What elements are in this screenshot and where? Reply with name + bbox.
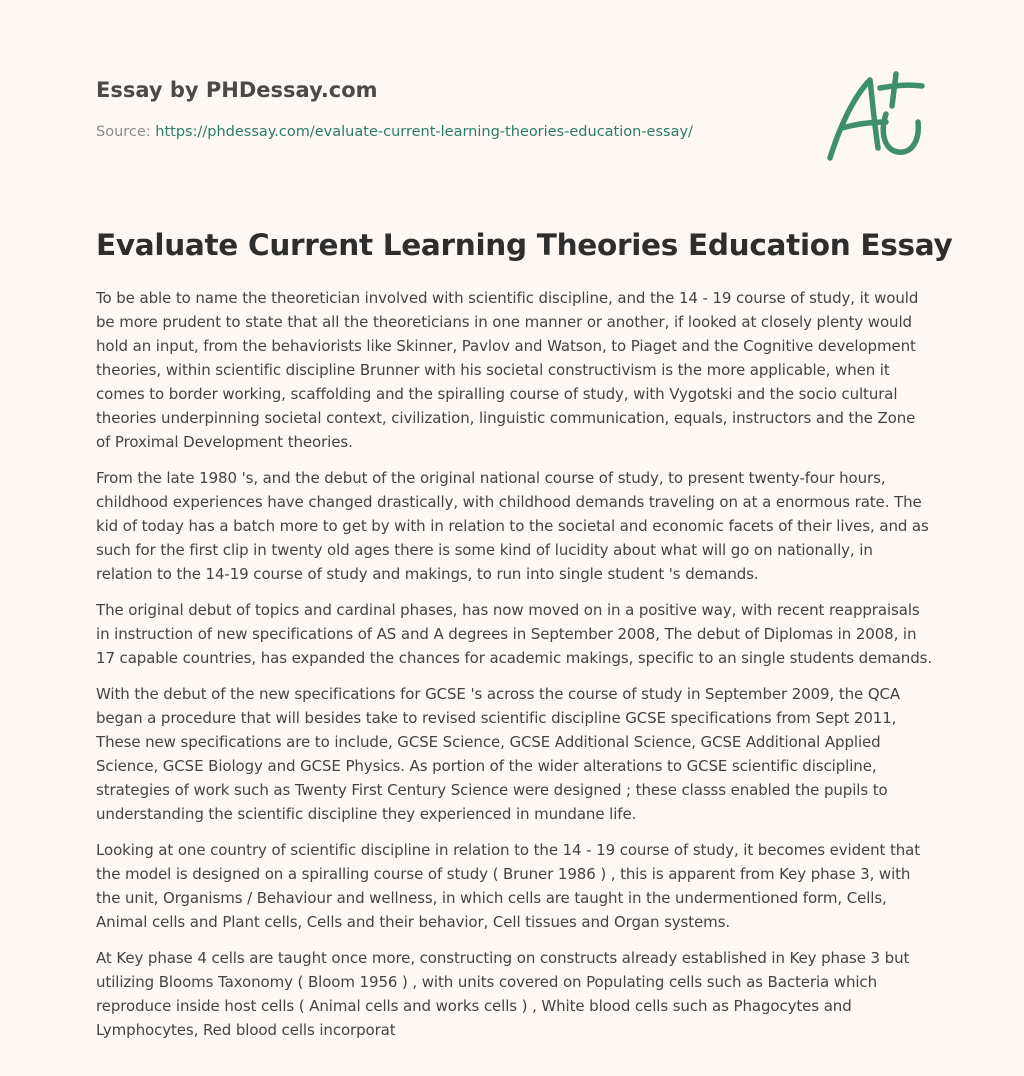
- source-link[interactable]: https://phdessay.com/evaluate-current-learning-theories-education-essay/: [155, 124, 693, 140]
- paragraph: With the debut of the new specifications for GCSE 's across the course of study in September 2009, the QCA began a procedure that will besides take to revised scientific discipline GCSE specifications from Sept 2011, These new specifications are to include, GCSE Science, GCSE Additional Science, GCSE Additional Applied Science, GCSE Biology and GCSE Physics. As portion of the wider alterations to GCSE scientific discipline, strategies of work such as Twenty First Century Science were designed ; these classs enabled the pupils to understanding the scientific discipline they experienced in mundane life.: [96, 685, 901, 823]
- paragraph: At Key phase 4 cells are taught once more, constructing on constructs already established in Key phase 3 but utilizing Blooms Taxonomy ( Bloom 1956 ) , with units covered on Populating cells such as Bacteria which reproduce inside host cells ( Animal cells and works cells ) , White blood cells such as Phagocytes and Lymphocytes, Red blood cells incorporat: [96, 949, 910, 1039]
- source-label: Source:: [96, 124, 151, 140]
- essay-body: [96, 286, 932, 1054]
- site-title: Essay by PHDessay.com: [96, 78, 378, 102]
- paragraph: To be able to name the theoretician involved with scientific discipline, and the 14 - 19 course of study, it would be more prudent to state that all the theoreticians in one manner or another, if looked at closely plenty would hold an input, from the behaviorists like Skinner, Pavlov and Watson, to Piaget and the Cognitive development theories, within scientific discipline Brunner with his societal constructivism is the more applicable, when it comes to border working, scaffolding and the spiralling course of study, with Vygotski and the socio cultural theories underpinning societal context, civilization, linguistic communication, equals, instructors and the Zone of Proximal Development theories.: [96, 289, 919, 451]
- a-plus-logo-icon: [820, 66, 932, 166]
- header: [96, 76, 796, 142]
- paragraph: The original debut of topics and cardinal phases, has now moved on in a positive way, with recent reappraisals in instruction of new specifications of AS and A degrees in September 2008, The debut of Diplomas in 2008, in 17 capable countries, has expanded the chances for academic makings, specific to an single students demands.: [96, 601, 933, 667]
- paragraph: From the late 1980 's, and the debut of the original national course of study, to present twenty-four hours, childhood experiences have changed drastically, with childhood demands traveling on at a enormous rate. The kid of today has a batch more to get by with in relation to the societal and economic facets of their lives, and as such for the first clip in twenty old ages there is some kind of lucidity about what will go on nationally, in relation to the 14-19 course of study and makings, to run into single student 's demands.: [96, 469, 929, 583]
- source-line: [96, 122, 796, 142]
- paragraph: Looking at one country of scientific discipline in relation to the 14 - 19 course of study, it becomes evident that the model is designed on a spiralling course of study ( Bruner 1986 ) , this is apparent from Key phase 3, with the unit, Organisms / Behaviour and wellness, in which cells are taught in the undermentioned form, Cells, Animal cells and Plant cells, Cells and their behavior, Cell tissues and Organ systems.: [96, 841, 921, 931]
- essay-title: Evaluate Current Learning Theories Education Essay: [96, 228, 953, 262]
